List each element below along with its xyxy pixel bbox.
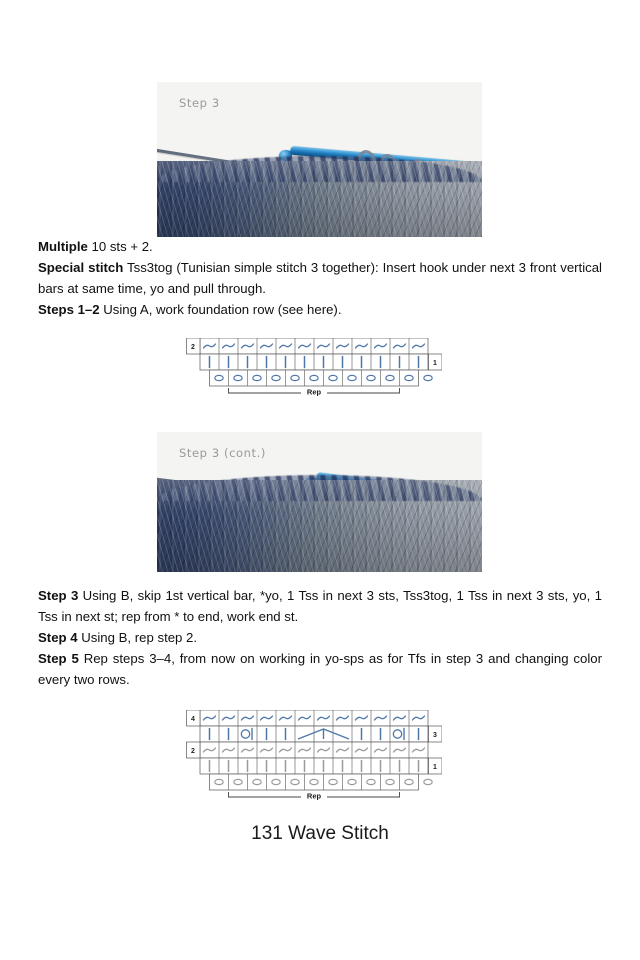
instructions-top (38, 236, 602, 320)
instruction-lead: Multiple (38, 239, 88, 254)
chart-row (200, 354, 442, 370)
photo-step-3-label: Step 3 (179, 96, 220, 110)
instruction-body: Using A, work foundation row (see here). (99, 302, 342, 317)
chart-row (187, 710, 429, 726)
chart-svg (186, 338, 442, 404)
instruction-body: Using B, skip 1st vertical bar, *yo, 1 Tss in next 3 sts, Tss3tog, 1 Tss in next 3 sts, yo, 1 Tss in next st; rep from * to end, work end st. (38, 588, 602, 624)
instruction-lead: Steps 1–2 (38, 302, 100, 317)
instruction-line (38, 236, 602, 257)
instruction-body: Rep steps 3–4, from now on working in yo-sps as for Tfs in step 3 and changing color every two rows. (38, 651, 602, 687)
chart-row (210, 774, 433, 790)
stitch-chart-foundation (186, 338, 442, 404)
stitch-chart-wave (186, 710, 442, 808)
chart-row-number: 1 (433, 360, 437, 367)
instruction-line (38, 648, 602, 690)
instructions-bottom (38, 585, 602, 690)
page-title: 131 Wave Stitch (251, 823, 389, 844)
instruction-body: Using B, rep step 2. (77, 630, 198, 645)
photo-step-3-cont (157, 432, 482, 572)
rep-label: Rep (306, 791, 322, 801)
chart-row-number: 3 (433, 732, 437, 739)
chart-row-number: 2 (191, 344, 195, 351)
chart-svg (186, 710, 442, 808)
instruction-body: Tss3tog (Tunisian simple stitch 3 together): Insert hook under next 3 front vertical bars at same time, yo and pull through. (38, 260, 602, 296)
photo-step-3 (157, 82, 482, 237)
chart-row (200, 758, 442, 774)
instruction-line (38, 299, 602, 320)
instruction-lead: Step 4 (38, 630, 78, 645)
instruction-line (38, 257, 602, 299)
photo-step-3-cont-label: Step 3 (cont.) (179, 446, 266, 460)
rep-bracket (229, 388, 400, 397)
chart-row (210, 370, 433, 386)
instruction-lead: Step 3 (38, 588, 79, 603)
chart-row (187, 338, 429, 354)
chart-symbol-chain (424, 375, 432, 380)
chart-row (187, 742, 429, 758)
instruction-lead: Step 5 (38, 651, 79, 666)
instruction-body: 10 sts + 2. (87, 239, 153, 254)
chart-row (200, 726, 442, 742)
chart-row-number: 4 (191, 716, 195, 723)
instruction-lead: Special stitch (38, 260, 124, 275)
rep-bracket (229, 792, 400, 801)
crochet-fabric (157, 480, 482, 572)
crochet-fabric (157, 161, 482, 237)
instruction-line (38, 627, 602, 648)
chart-row-number: 2 (191, 748, 195, 755)
chart-row-number: 1 (433, 764, 437, 771)
chart-symbol-chain (424, 779, 432, 784)
rep-label: Rep (306, 387, 322, 397)
instruction-line (38, 585, 602, 627)
